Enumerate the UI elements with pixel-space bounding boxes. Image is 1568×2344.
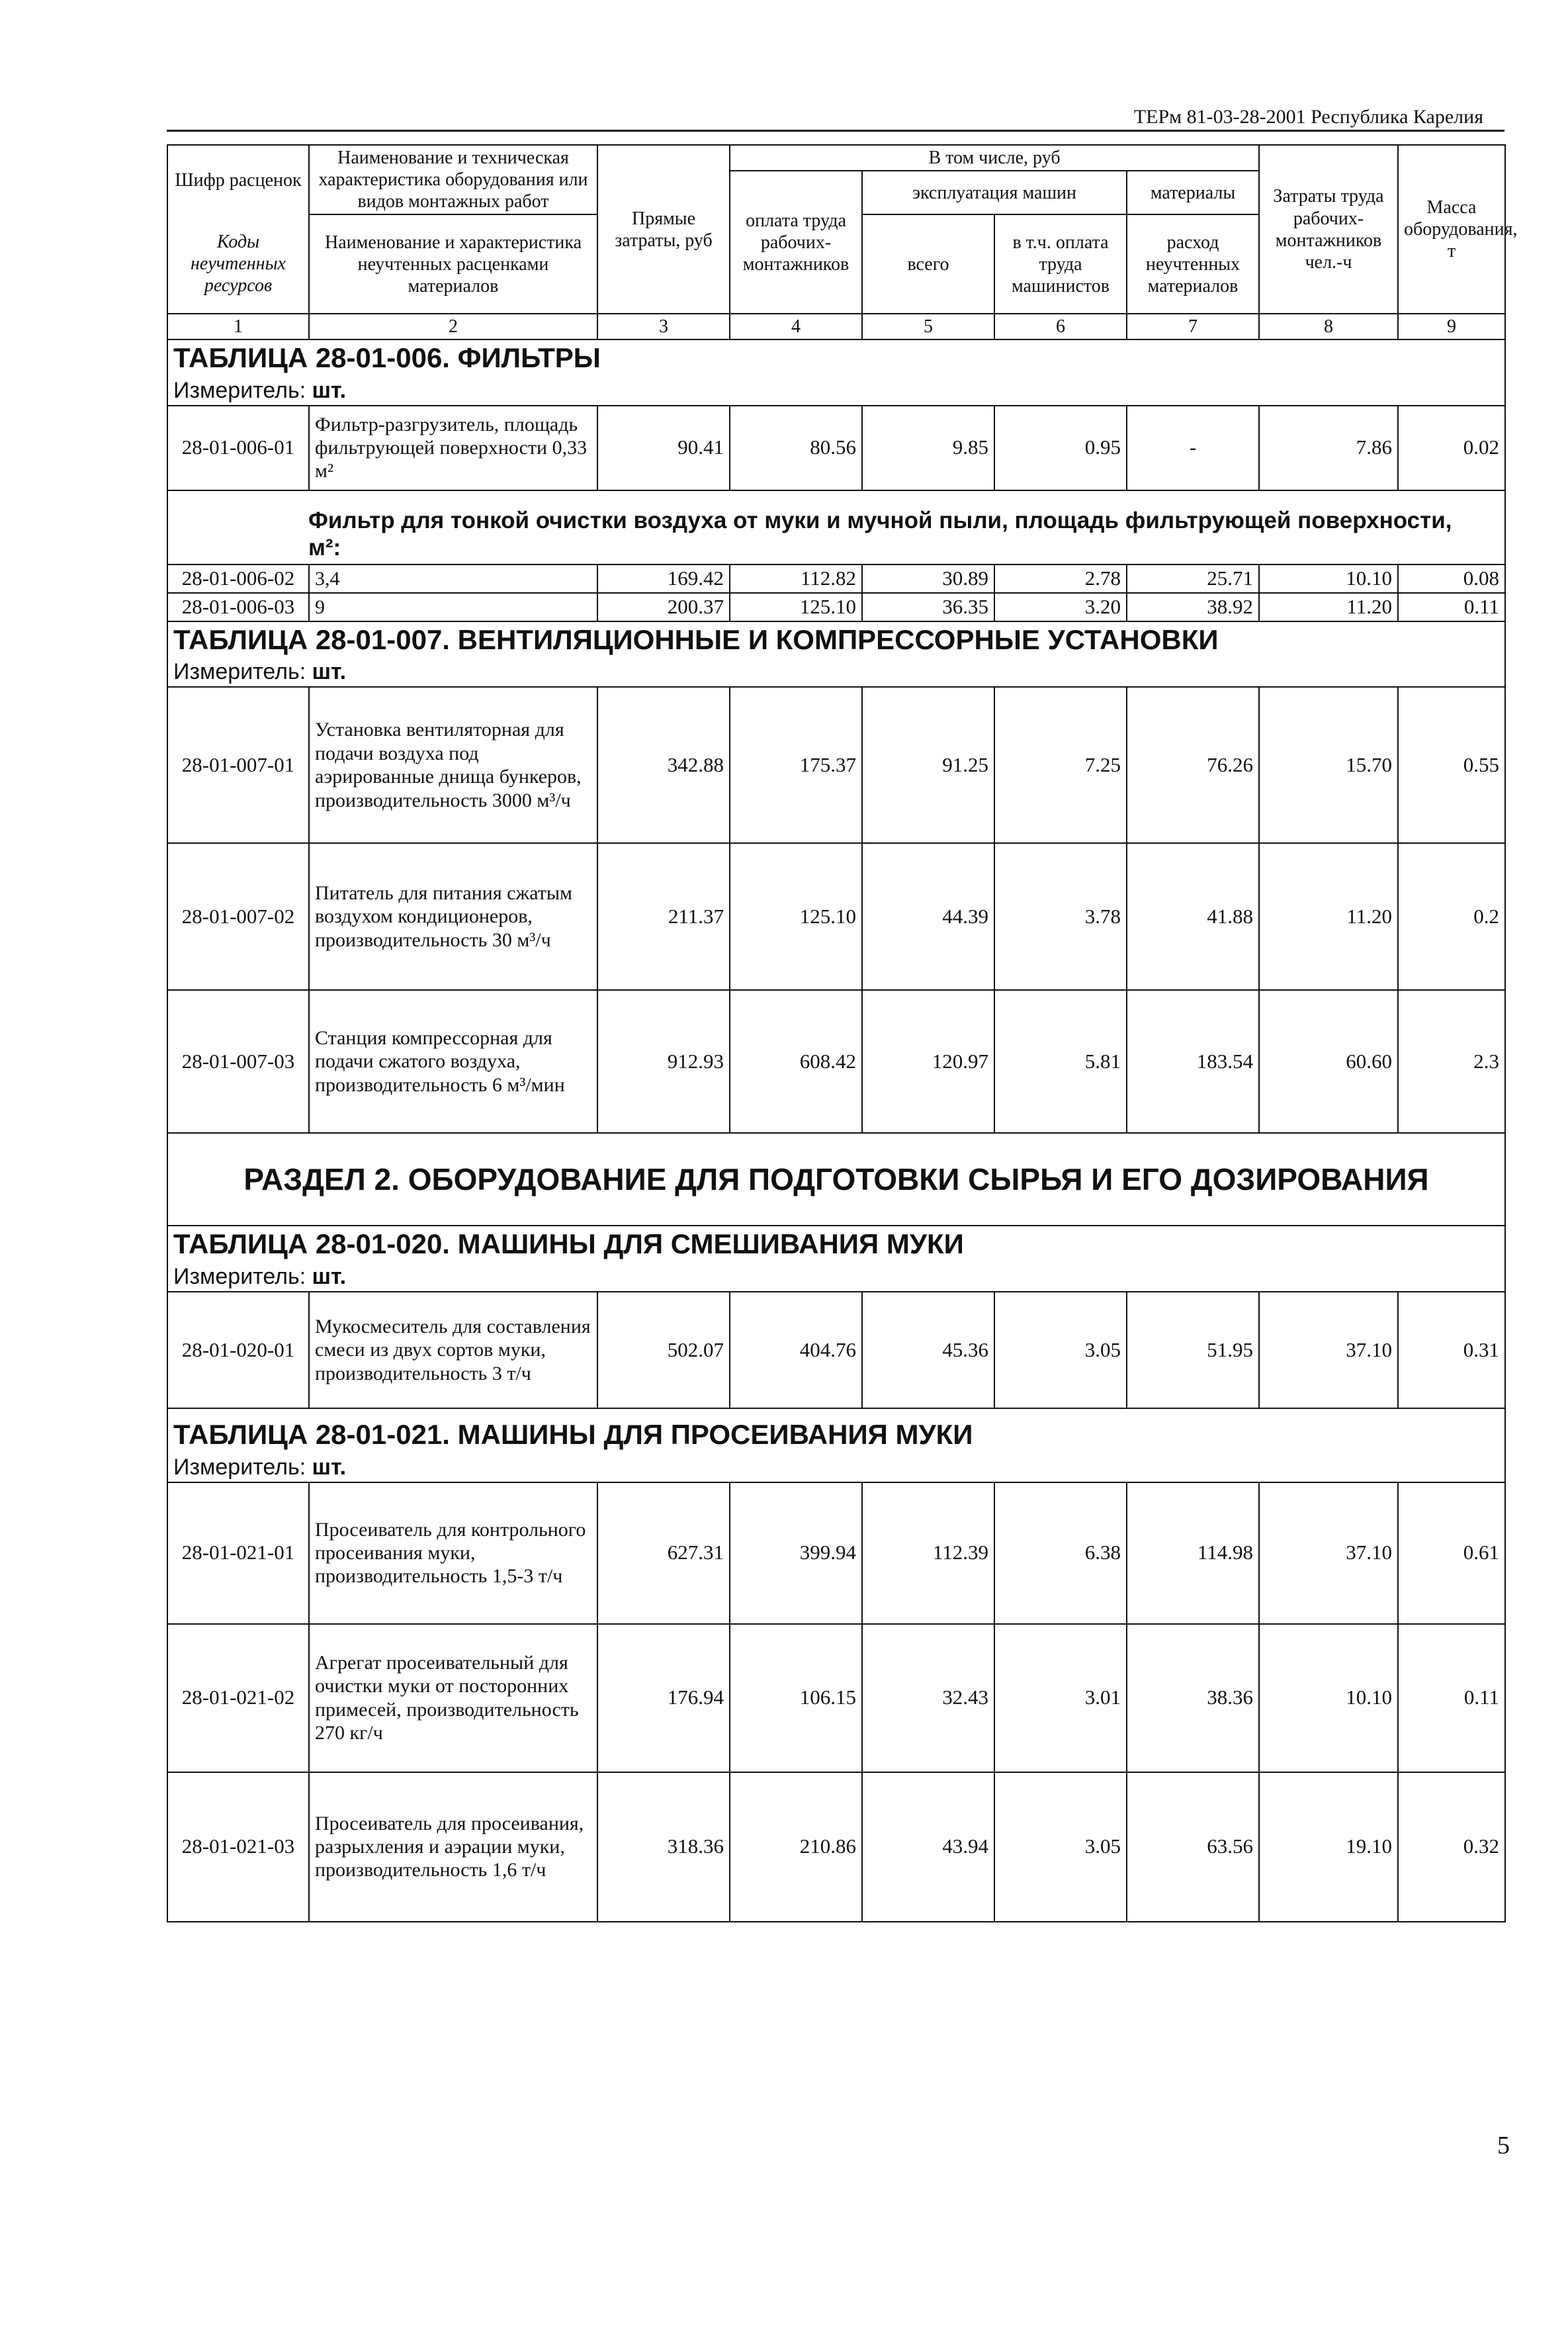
row-mach-labor: 6.38 xyxy=(994,1482,1127,1624)
col-num: 8 xyxy=(1259,314,1398,339)
row-hours: 60.60 xyxy=(1259,990,1398,1133)
row-code: 28-01-021-01 xyxy=(167,1482,309,1624)
row-hours: 19.10 xyxy=(1259,1772,1398,1922)
col-labor-hours: Затраты труда рабочих-монтажников чел.-ч xyxy=(1259,145,1398,314)
measure-unit: шт. xyxy=(312,659,347,685)
row-code: 28-01-007-03 xyxy=(167,990,309,1133)
row-name: Питатель для питания сжатым воздухом кондиционеров, производительность 30 м³/ч xyxy=(309,843,597,990)
row-mach: 91.25 xyxy=(862,687,994,843)
row-mat: 41.88 xyxy=(1127,843,1259,990)
row-mach: 44.39 xyxy=(862,843,994,990)
table-020-caption-row xyxy=(167,1226,1505,1262)
row-mach-labor: 3.01 xyxy=(994,1624,1127,1772)
row-mach-labor: 7.25 xyxy=(994,687,1127,843)
col-labor: оплата труда рабочих-монтажников xyxy=(730,171,862,314)
row-mass: 0.32 xyxy=(1398,1772,1505,1922)
row-mass: 0.61 xyxy=(1398,1482,1505,1624)
row-labor: 125.10 xyxy=(730,843,862,990)
row-direct: 318.36 xyxy=(597,1772,730,1922)
col-direct: Прямые затраты, руб xyxy=(597,145,730,314)
row-mach-labor: 5.81 xyxy=(994,990,1127,1133)
row-code: 28-01-006-03 xyxy=(167,593,309,621)
row-code: 28-01-021-03 xyxy=(167,1772,309,1922)
table-006-title: ТАБЛИЦА 28-01-006. ФИЛЬТРЫ xyxy=(167,339,1505,376)
measure-label: Измеритель: xyxy=(173,377,306,403)
row-mat: 63.56 xyxy=(1127,1772,1259,1922)
col-mat-unaccounted: расход неучтенных материалов xyxy=(1127,214,1259,314)
table-row xyxy=(167,687,1505,843)
col-num: 4 xyxy=(730,314,862,339)
measure-unit: шт. xyxy=(312,377,347,403)
col-mach-labor: в т.ч. оплата труда машинистов xyxy=(994,214,1127,314)
header-rule xyxy=(167,130,1504,132)
row-name: Просеиватель для контрольного просеивания муки, производительность 1,5-3 т/ч xyxy=(309,1482,597,1624)
col-materials: материалы xyxy=(1127,171,1259,214)
row-mach: 30.89 xyxy=(862,564,994,593)
row-code: 28-01-021-02 xyxy=(167,1624,309,1772)
row-mass: 0.11 xyxy=(1398,1624,1505,1772)
col-num: 9 xyxy=(1398,314,1505,339)
row-hours: 37.10 xyxy=(1259,1292,1398,1408)
row-name: Просеиватель для просеивания, разрыхления и аэрации муки, производительность 1,6 т/ч xyxy=(309,1772,597,1922)
header-row-1 xyxy=(167,145,1505,171)
group-title: Фильтр для тонкой очистки воздуха от муки и мучной пыли, площадь фильтрующей поверхности, м²: xyxy=(167,490,1505,565)
row-mass: 0.2 xyxy=(1398,843,1505,990)
column-numbers xyxy=(167,314,1505,339)
row-code: 28-01-006-02 xyxy=(167,564,309,593)
row-hours: 10.10 xyxy=(1259,564,1398,593)
row-mach: 45.36 xyxy=(862,1292,994,1408)
row-name: Установка вентиляторная для подачи воздуха под аэрированные днища бункеров, производительность 3000 м³/ч xyxy=(309,687,597,843)
row-labor: 608.42 xyxy=(730,990,862,1133)
row-mach: 120.97 xyxy=(862,990,994,1133)
table-row xyxy=(167,593,1505,621)
row-mass: 0.55 xyxy=(1398,687,1505,843)
row-labor: 399.94 xyxy=(730,1482,862,1624)
row-direct: 502.07 xyxy=(597,1292,730,1408)
col-num: 3 xyxy=(597,314,730,339)
table-006-measure-row xyxy=(167,376,1505,406)
row-name: Мукосмеситель для составления смеси из двух сортов муки, производительность 3 т/ч xyxy=(309,1292,597,1408)
table-021-caption-row xyxy=(167,1408,1505,1453)
measure-label: Измеритель: xyxy=(173,1454,306,1480)
table-007-measure-row xyxy=(167,657,1505,687)
row-hours: 37.10 xyxy=(1259,1482,1398,1624)
table-row xyxy=(167,1482,1505,1624)
col-mass: Масса оборудования, т xyxy=(1398,145,1505,314)
row-mat: - xyxy=(1127,406,1259,490)
table-006-caption-row xyxy=(167,339,1505,376)
section-row xyxy=(167,1133,1505,1226)
table-row xyxy=(167,843,1505,990)
col-code-top: Шифр расценок xyxy=(167,145,309,214)
row-labor: 210.86 xyxy=(730,1772,862,1922)
measure-unit: шт. xyxy=(312,1264,347,1289)
row-direct: 169.42 xyxy=(597,564,730,593)
row-mat: 25.71 xyxy=(1127,564,1259,593)
row-mat: 76.26 xyxy=(1127,687,1259,843)
row-mat: 38.92 xyxy=(1127,593,1259,621)
row-name: 9 xyxy=(309,593,597,621)
row-code: 28-01-006-01 xyxy=(167,406,309,490)
row-mach-labor: 2.78 xyxy=(994,564,1127,593)
row-labor: 125.10 xyxy=(730,593,862,621)
row-mass: 0.11 xyxy=(1398,593,1505,621)
row-code: 28-01-007-02 xyxy=(167,843,309,990)
col-num: 7 xyxy=(1127,314,1259,339)
col-num: 1 xyxy=(167,314,309,339)
row-direct: 90.41 xyxy=(597,406,730,490)
measure-label: Измеритель: xyxy=(173,1264,306,1289)
row-labor: 404.76 xyxy=(730,1292,862,1408)
col-num: 2 xyxy=(309,314,597,339)
row-labor: 106.15 xyxy=(730,1624,862,1772)
row-mach-labor: 3.20 xyxy=(994,593,1127,621)
document-reference: ТЕРм 81-03-28-2001 Республика Карелия xyxy=(1133,106,1483,128)
row-mach: 32.43 xyxy=(862,1624,994,1772)
row-mat: 38.36 xyxy=(1127,1624,1259,1772)
section-2-title: РАЗДЕЛ 2. ОБОРУДОВАНИЕ ДЛЯ ПОДГОТОВКИ СЫРЬЯ И ЕГО ДОЗИРОВАНИЯ xyxy=(167,1133,1505,1226)
row-direct: 211.37 xyxy=(597,843,730,990)
row-mach-labor: 3.78 xyxy=(994,843,1127,990)
row-mass: 0.02 xyxy=(1398,406,1505,490)
row-mat: 51.95 xyxy=(1127,1292,1259,1408)
group-title-row xyxy=(167,490,1505,565)
row-direct: 176.94 xyxy=(597,1624,730,1772)
row-labor: 80.56 xyxy=(730,406,862,490)
row-labor: 175.37 xyxy=(730,687,862,843)
row-name: Агрегат просеивательный для очистки муки от посторонних примесей, производительность 270 кг/ч xyxy=(309,1624,597,1772)
row-hours: 11.20 xyxy=(1259,593,1398,621)
col-machines: эксплуатация машин xyxy=(862,171,1127,214)
row-mass: 0.31 xyxy=(1398,1292,1505,1408)
row-mat: 183.54 xyxy=(1127,990,1259,1133)
col-num: 6 xyxy=(994,314,1127,339)
row-direct: 200.37 xyxy=(597,593,730,621)
col-name-top: Наименование и техническая характеристика оборудования или видов монтажных работ xyxy=(309,145,597,214)
row-mach: 112.39 xyxy=(862,1482,994,1624)
row-mach-labor: 3.05 xyxy=(994,1772,1127,1922)
table-021-measure xyxy=(167,1453,1505,1482)
row-mach: 43.94 xyxy=(862,1772,994,1922)
table-row xyxy=(167,990,1505,1133)
table-row xyxy=(167,406,1505,490)
table-row xyxy=(167,1772,1505,1922)
col-code-bottom: Коды неучтенных ресурсов xyxy=(167,214,309,314)
col-mach-total: всего xyxy=(862,214,994,314)
table-007-title: ТАБЛИЦА 28-01-007. ВЕНТИЛЯЦИОННЫЕ И КОМПРЕССОРНЫЕ УСТАНОВКИ xyxy=(167,621,1505,658)
table-021-title: ТАБЛИЦА 28-01-021. МАШИНЫ ДЛЯ ПРОСЕИВАНИЯ МУКИ xyxy=(167,1408,1505,1453)
row-name: Фильтр-разгрузитель, площадь фильтрующей поверхности 0,33 м² xyxy=(309,406,597,490)
row-direct: 912.93 xyxy=(597,990,730,1133)
row-labor: 112.82 xyxy=(730,564,862,593)
table-007-caption-row xyxy=(167,621,1505,658)
table-020-title: ТАБЛИЦА 28-01-020. МАШИНЫ ДЛЯ СМЕШИВАНИЯ МУКИ xyxy=(167,1226,1505,1262)
table-row xyxy=(167,1624,1505,1772)
col-name-bottom: Наименование и характеристика неучтенных расценками материалов xyxy=(309,214,597,314)
table-row xyxy=(167,1292,1505,1408)
row-hours: 15.70 xyxy=(1259,687,1398,843)
row-name: Станция компрессорная для подачи сжатого воздуха, производительность 6 м³/мин xyxy=(309,990,597,1133)
row-mach: 36.35 xyxy=(862,593,994,621)
row-mass: 0.08 xyxy=(1398,564,1505,593)
col-incl: В том числе, руб xyxy=(730,145,1259,171)
row-hours: 7.86 xyxy=(1259,406,1398,490)
row-hours: 10.10 xyxy=(1259,1624,1398,1772)
row-mach: 9.85 xyxy=(862,406,994,490)
row-name: 3,4 xyxy=(309,564,597,593)
table-row xyxy=(167,564,1505,593)
row-mass: 2.3 xyxy=(1398,990,1505,1133)
page-number: 5 xyxy=(1497,2132,1510,2159)
row-mat: 114.98 xyxy=(1127,1482,1259,1624)
table-021-measure-row xyxy=(167,1453,1505,1482)
price-table xyxy=(167,144,1518,1922)
row-mach-labor: 0.95 xyxy=(994,406,1127,490)
col-num: 5 xyxy=(862,314,994,339)
row-mach-labor: 3.05 xyxy=(994,1292,1127,1408)
table-020-measure xyxy=(167,1262,1505,1292)
row-direct: 342.88 xyxy=(597,687,730,843)
row-direct: 627.31 xyxy=(597,1482,730,1624)
row-code: 28-01-020-01 xyxy=(167,1292,309,1408)
table-007-measure xyxy=(167,657,1505,687)
table-006-measure xyxy=(167,376,1505,406)
row-hours: 11.20 xyxy=(1259,843,1398,990)
measure-label: Измеритель: xyxy=(173,659,306,685)
table-020-measure-row xyxy=(167,1262,1505,1292)
measure-unit: шт. xyxy=(312,1454,347,1480)
row-code: 28-01-007-01 xyxy=(167,687,309,843)
